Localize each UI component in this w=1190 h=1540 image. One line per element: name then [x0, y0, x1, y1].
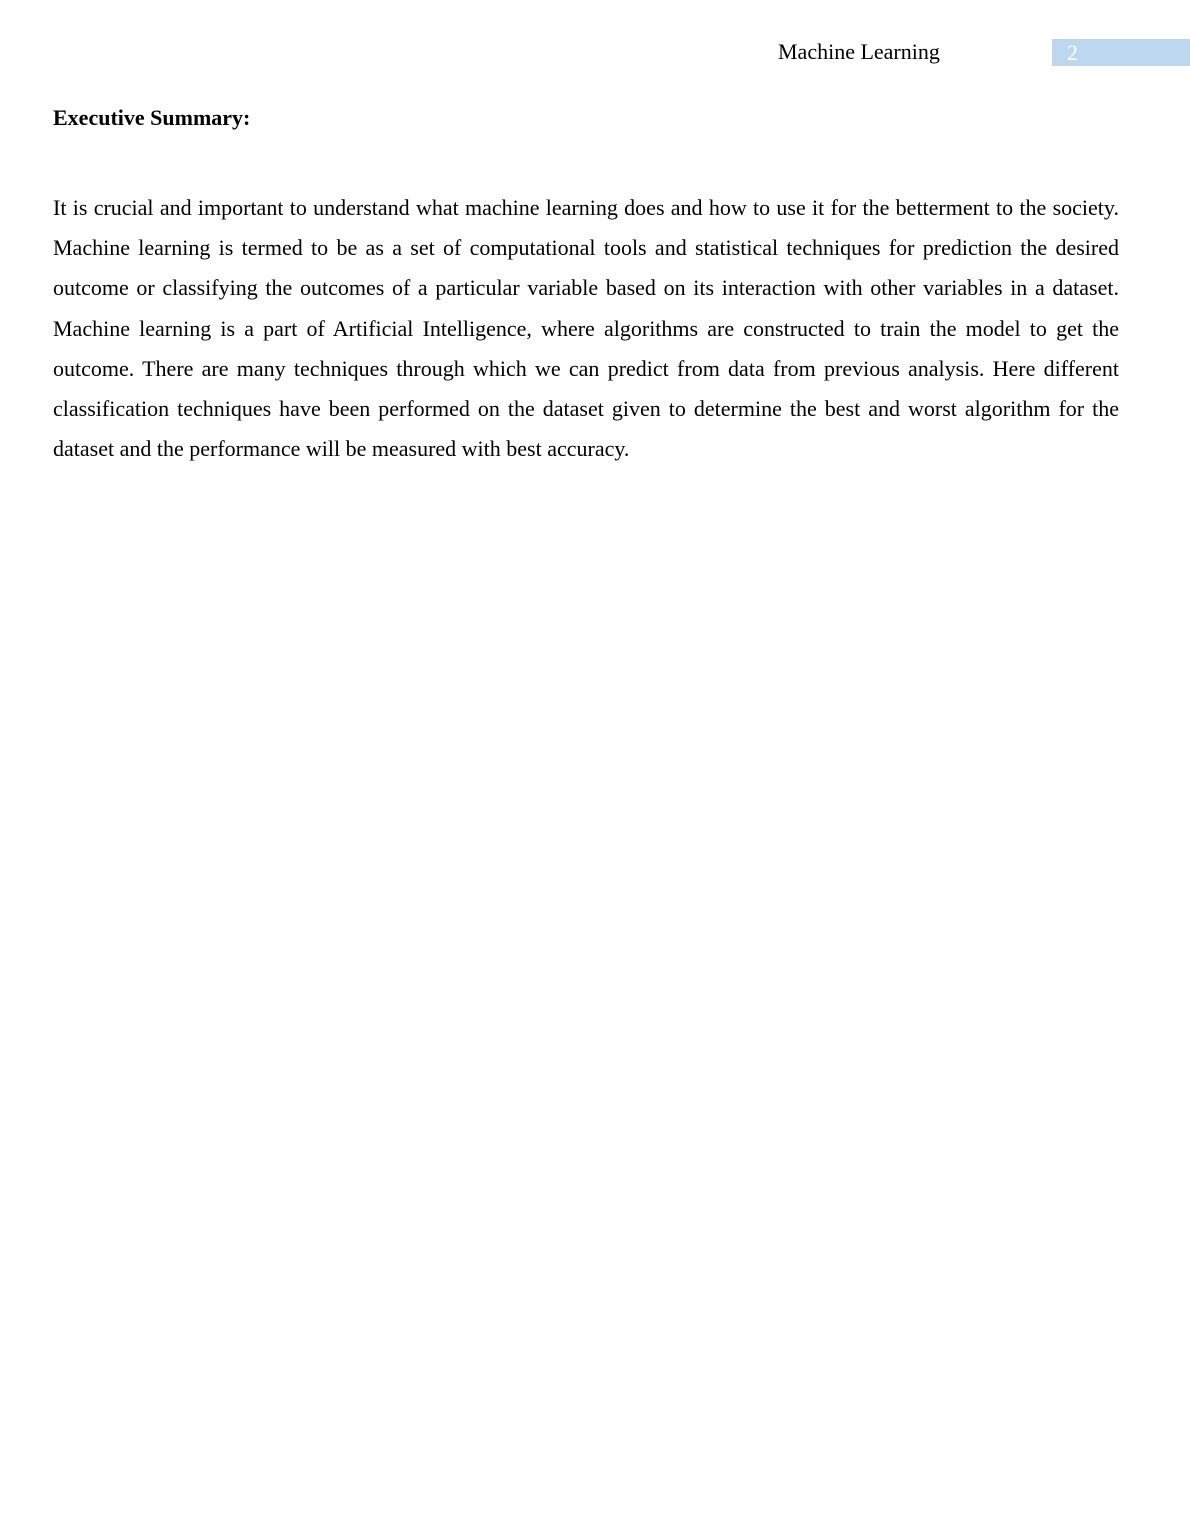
- running-header-title: Machine Learning: [778, 39, 940, 64]
- section-heading: Executive Summary:: [53, 105, 251, 130]
- body-paragraph: It is crucial and important to understand what machine learning does and how to use it for the betterment to the society. Machine learning is termed to be as a set of computational tools and statistical techniques for prediction the desired outcome or classifying the outcomes of a particular variable based on its interaction with other variables in a dataset. Machine learning is a part of Artificial Intelligence, where algorithms are constructed to train the model to get the outcome. There are many techniques through which we can predict from data from previous analysis. Here different classification techniques have been performed on the dataset given to determine the best and worst algorithm for the dataset and the performance will be measured with best accuracy.: [53, 195, 1119, 462]
- page-number: 2: [1067, 40, 1078, 65]
- page-number-box: [1052, 39, 1190, 66]
